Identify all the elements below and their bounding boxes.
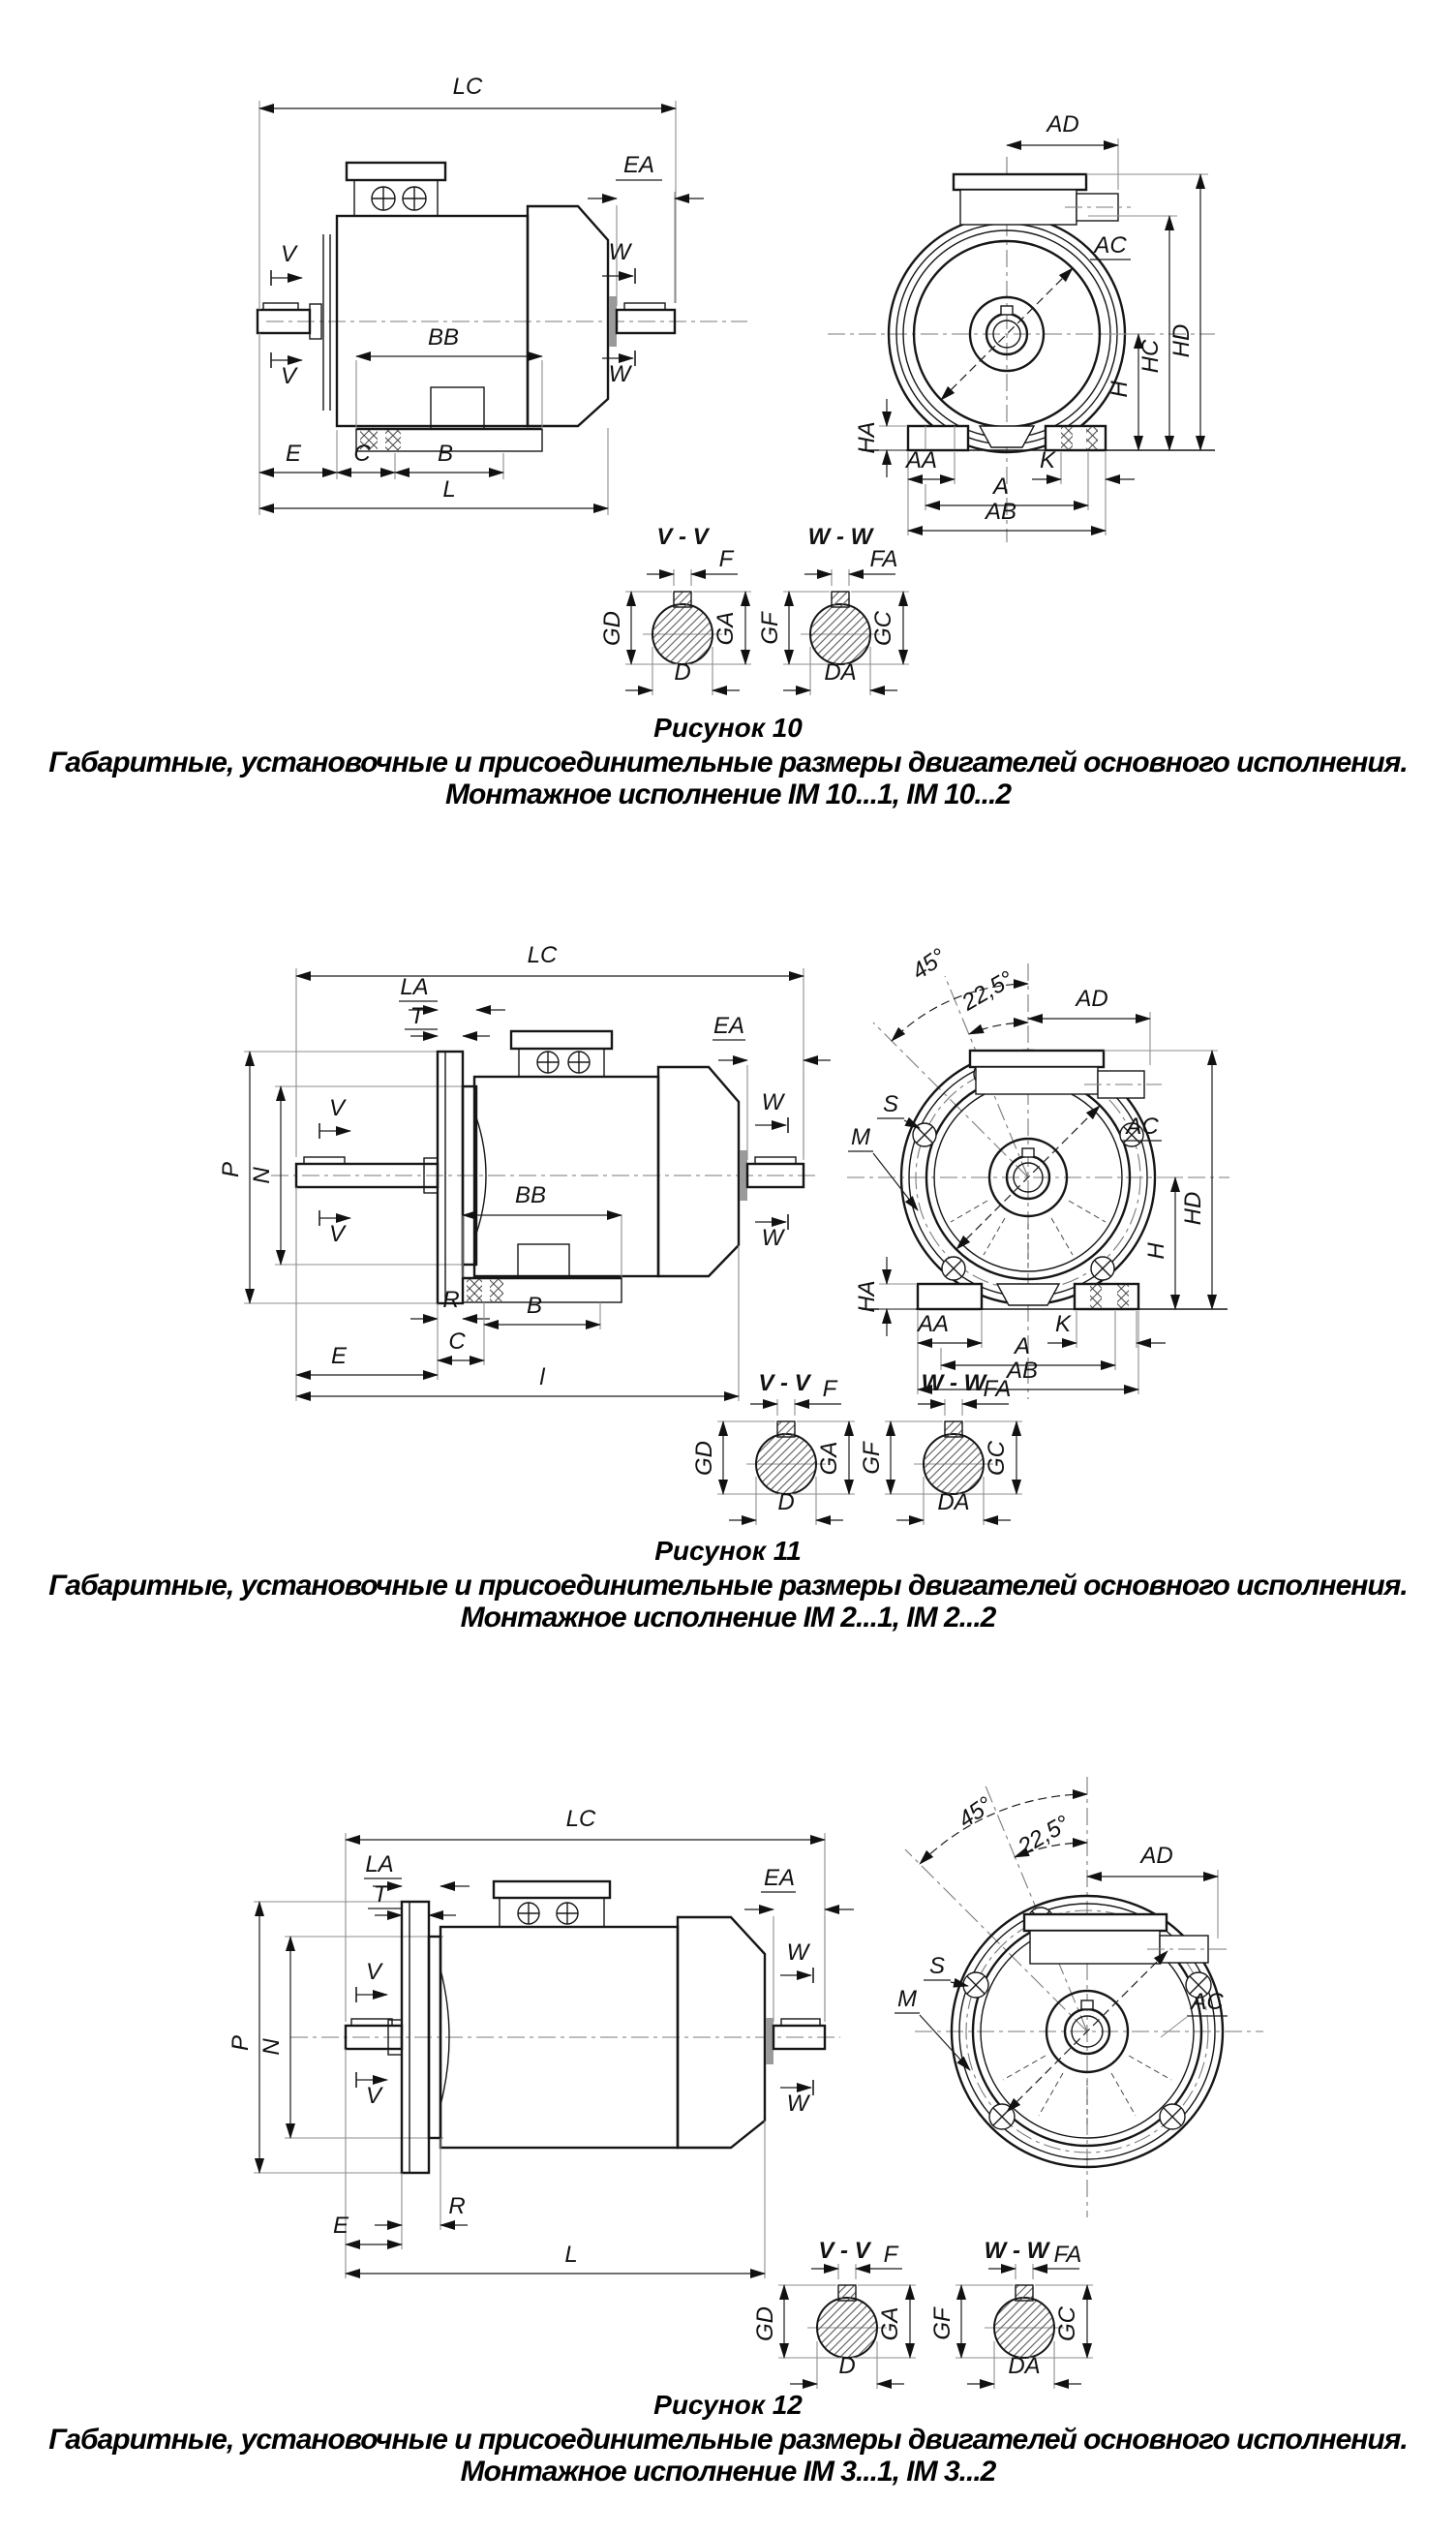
lbl-gc: GC — [870, 611, 896, 646]
lbl-da: DA — [1008, 2353, 1041, 2379]
lbl-d: D — [674, 659, 691, 686]
lbl-45deg: 45° — [954, 1791, 998, 1834]
lbl-ea: EA — [763, 1865, 796, 1891]
lbl-ea: EA — [622, 152, 655, 178]
lbl-w: W — [761, 1089, 784, 1115]
fig10-section-vv — [599, 524, 751, 695]
lbl-a: A — [1014, 1333, 1031, 1359]
lbl-gd: GD — [752, 2306, 778, 2341]
figure-10-caption-line2: Монтажное исполнение IM 10...1, IM 10...2 — [444, 779, 1012, 811]
lbl-h: H — [1107, 381, 1133, 398]
lbl-n: N — [249, 1167, 275, 1184]
lbl-s: S — [928, 1953, 946, 1979]
lbl-ad: AD — [1046, 111, 1079, 137]
lbl-gf: GF — [757, 612, 783, 645]
fig11-front-view — [847, 943, 1229, 1399]
lbl-k: K — [1054, 1311, 1072, 1337]
lbl-lc: LC — [565, 1806, 596, 1832]
lbl-gd: GD — [691, 1441, 717, 1476]
lbl-gf: GF — [859, 1442, 885, 1475]
lbl-da: DA — [824, 659, 857, 686]
figure-11-title: Рисунок 11 — [654, 1536, 802, 1566]
lbl-s: S — [882, 1091, 899, 1117]
lbl-e: E — [330, 1343, 348, 1369]
lbl-h: H — [1143, 1242, 1169, 1260]
lbl-45deg: 45° — [907, 943, 952, 986]
lbl-ad: AD — [1140, 1843, 1173, 1869]
lbl-e: E — [285, 441, 302, 467]
lbl-fa: FA — [983, 1376, 1012, 1402]
lbl-ga: GA — [877, 2306, 903, 2341]
lbl-l: L — [442, 476, 456, 503]
lbl-ac: AC — [1126, 1114, 1159, 1140]
fig10-front-view — [828, 111, 1215, 542]
lbl-ea: EA — [713, 1013, 745, 1039]
figure-11-caption-line2: Монтажное исполнение IM 2...1, IM 2...2 — [460, 1602, 996, 1634]
lbl-c: C — [448, 1328, 466, 1355]
lbl-r: R — [448, 2193, 466, 2219]
lbl-l: L — [564, 2242, 578, 2268]
lbl-w: W — [786, 1939, 809, 1966]
lbl-f: F — [718, 546, 734, 572]
lbl-b: B — [526, 1293, 543, 1319]
lbl-b: B — [437, 441, 454, 467]
lbl-gc: GC — [1054, 2306, 1080, 2341]
lbl-w: W — [786, 2091, 809, 2117]
figure-12-drawing — [228, 1777, 1263, 2389]
lbl-fa: FA — [869, 546, 898, 572]
fig11-section-vv — [691, 1370, 855, 1525]
fig11-side-view — [218, 942, 831, 1401]
lbl-ha: HA — [854, 421, 880, 454]
lbl-c: C — [353, 441, 371, 467]
figure-12-title: Рисунок 12 — [653, 2390, 803, 2420]
lbl-t: T — [373, 1881, 388, 1908]
section-ww-title: W - W — [921, 1370, 986, 1396]
lbl-gf: GF — [929, 2307, 956, 2340]
fig10-side-view — [258, 74, 747, 515]
lbl-f: F — [883, 2242, 898, 2268]
lbl-bb: BB — [514, 1182, 547, 1208]
lbl-hc: HC — [1138, 339, 1164, 374]
fig12-section-ww — [929, 2238, 1093, 2389]
lbl-a: A — [992, 473, 1010, 500]
lbl-lc: LC — [527, 942, 558, 968]
lbl-v: V — [280, 363, 297, 389]
lbl-bb: BB — [427, 324, 460, 351]
figure-12-caption — [0, 2390, 1456, 2488]
lbl-22.5deg: 22,5° — [957, 965, 1018, 1017]
section-vv-title: V - V — [818, 2238, 870, 2264]
lbl-lc: LC — [452, 74, 483, 100]
lbl-n: N — [258, 2038, 285, 2056]
lbl-ab: AB — [985, 499, 1017, 525]
lbl-la: LA — [365, 1851, 394, 1878]
figure-11-caption-line1: Габаритные, установочные и присоединительные размеры двигателей основного исполнения. — [48, 1570, 1408, 1603]
section-ww-title: W - W — [807, 524, 873, 550]
lbl-v: V — [328, 1221, 346, 1247]
lbl-w: W — [608, 361, 631, 387]
lbl-d: D — [838, 2353, 856, 2379]
lbl-ad: AD — [1076, 986, 1108, 1012]
lbl-r: R — [442, 1287, 460, 1313]
lbl-ab: AB — [1006, 1358, 1039, 1384]
lbl-f: F — [822, 1376, 837, 1402]
figure-12-caption-line1: Габаритные, установочные и присоединительные размеры двигателей основного исполнения. — [48, 2424, 1408, 2457]
figure-10-title: Рисунок 10 — [653, 713, 803, 743]
figure-11-drawing — [218, 942, 1229, 1525]
fig11-section-ww — [859, 1370, 1022, 1525]
fig12-front-view — [895, 1777, 1263, 2217]
lbl-l: l — [539, 1364, 545, 1390]
lbl-v: V — [328, 1095, 346, 1121]
lbl-hd: HD — [1180, 1191, 1206, 1226]
lbl-fa: FA — [1053, 2242, 1082, 2268]
figure-10-drawing — [258, 74, 1215, 695]
lbl-m: M — [897, 1986, 917, 2012]
lbl-da: DA — [937, 1489, 970, 1515]
lbl-ha: HA — [854, 1280, 880, 1313]
lbl-hd: HD — [1168, 323, 1195, 358]
lbl-22.5deg: 22,5° — [1014, 1810, 1075, 1861]
lbl-gd: GD — [599, 611, 625, 646]
lbl-w: W — [608, 239, 631, 265]
lbl-t: T — [410, 1003, 425, 1029]
figure-10-caption — [0, 713, 1456, 810]
lbl-e: E — [332, 2213, 349, 2239]
lbl-k: K — [1039, 447, 1056, 473]
figure-10-caption-line1: Габаритные, установочные и присоединительные размеры двигателей основного исполнения. — [48, 747, 1408, 779]
lbl-ga: GA — [816, 1441, 842, 1476]
lbl-p: P — [218, 1161, 244, 1178]
figure-12-caption-line2: Монтажное исполнение IM 3...1, IM 3...2 — [460, 2456, 996, 2488]
lbl-v: V — [365, 2083, 382, 2109]
lbl-ga: GA — [713, 611, 739, 646]
lbl-m: M — [851, 1124, 870, 1150]
lbl-d: D — [777, 1489, 795, 1515]
figure-11-caption — [0, 1536, 1456, 1633]
fig12-section-vv — [752, 2238, 916, 2389]
lbl-w: W — [761, 1225, 784, 1251]
section-ww-title: W - W — [984, 2238, 1049, 2264]
lbl-gc: GC — [984, 1441, 1010, 1476]
section-vv-title: V - V — [656, 524, 709, 550]
lbl-la: LA — [400, 974, 429, 1000]
section-vv-title: V - V — [758, 1370, 810, 1396]
lbl-ac: AC — [1094, 232, 1127, 259]
fig12-side-view — [228, 1806, 854, 2278]
lbl-v: V — [365, 1959, 382, 1985]
lbl-v: V — [280, 241, 297, 267]
lbl-aa: AA — [905, 447, 938, 473]
lbl-aa: AA — [917, 1311, 950, 1337]
lbl-p: P — [228, 2034, 254, 2052]
fig10-section-ww — [757, 524, 909, 695]
lbl-ac: AC — [1191, 1989, 1224, 2015]
